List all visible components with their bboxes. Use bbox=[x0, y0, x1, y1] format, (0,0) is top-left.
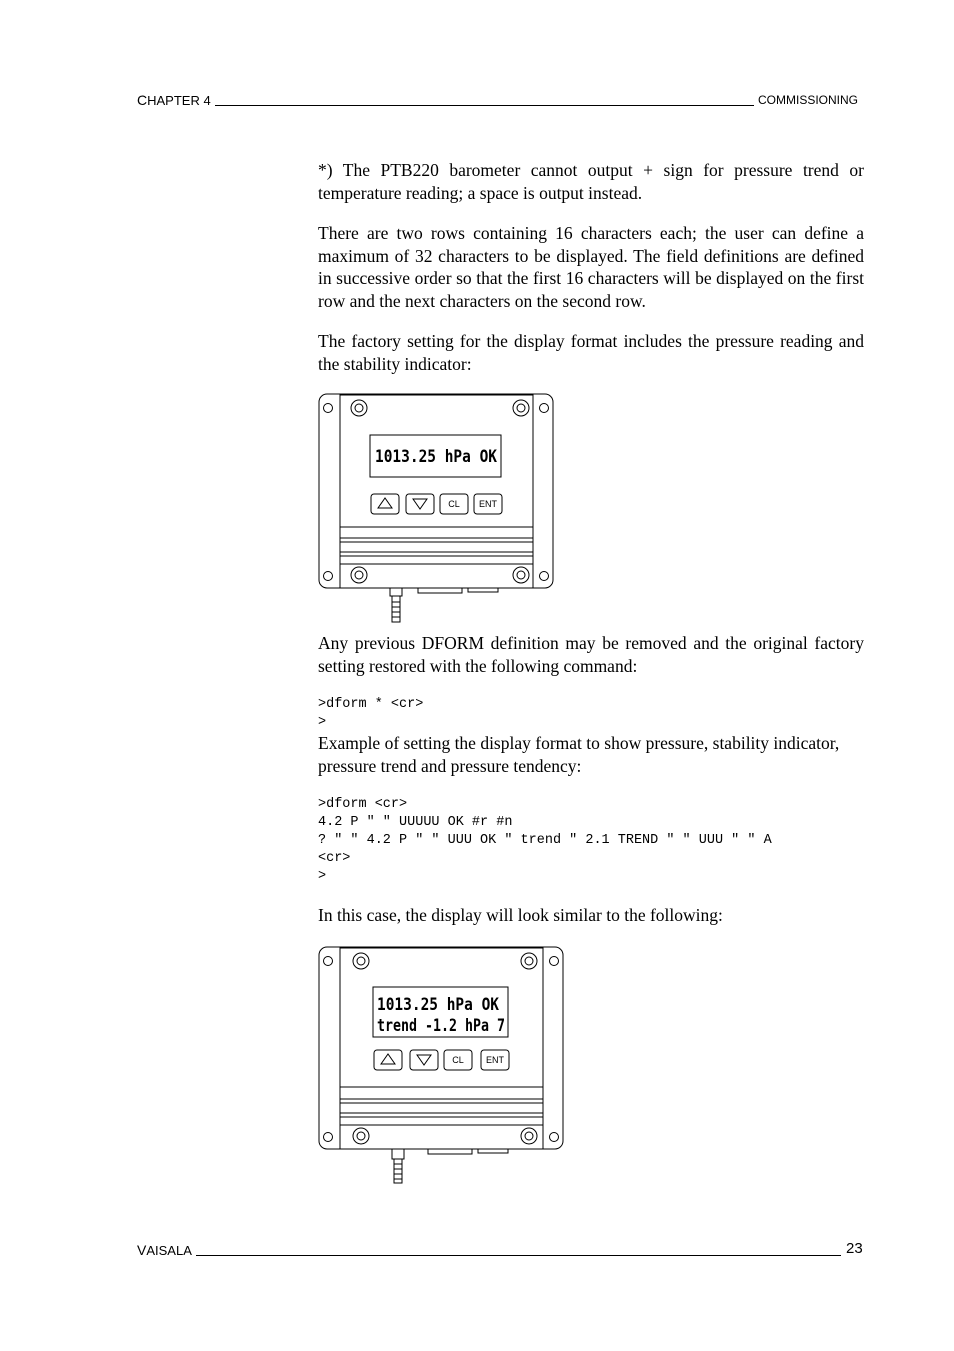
mount-hole bbox=[540, 404, 549, 413]
front-panel bbox=[340, 948, 543, 1149]
screw-icon bbox=[351, 400, 367, 416]
chapter-label: HAPTER 4 bbox=[147, 93, 211, 108]
page-number: 23 bbox=[846, 1240, 863, 1257]
connector bbox=[478, 1149, 508, 1153]
cl-button-label: CL bbox=[448, 499, 460, 509]
lcd-line-1: 1013.25 hPa OK bbox=[375, 447, 498, 467]
up-button bbox=[371, 494, 399, 514]
ent-button-label: ENT bbox=[486, 1055, 504, 1065]
enclosure-outline bbox=[319, 394, 553, 588]
down-button bbox=[410, 1050, 438, 1070]
connector bbox=[428, 1149, 472, 1154]
pressure-port bbox=[392, 1149, 404, 1159]
screw-icon bbox=[353, 953, 369, 969]
device-figure-factory bbox=[318, 392, 558, 624]
code-dform-example: >dform <cr> 4.2 P " " UUUUU OK #r #n ? " " 4.2 P " " UUU OK " trend " 2.1 TREND " " UUU " " A <cr> > bbox=[318, 797, 772, 884]
down-arrow-icon bbox=[417, 1055, 431, 1065]
footer-brand bbox=[137, 1242, 192, 1258]
brand-label: AISALA bbox=[146, 1243, 192, 1258]
chapter-initial: C bbox=[137, 92, 148, 108]
code-dform-reset: >dform * <cr> > bbox=[318, 697, 424, 730]
screw-icon bbox=[521, 1128, 537, 1144]
header-rule bbox=[215, 105, 754, 106]
section-title: COMMISSIONING bbox=[758, 93, 859, 107]
mount-hole bbox=[324, 572, 333, 581]
connector bbox=[468, 588, 498, 592]
screw-icon bbox=[351, 567, 367, 583]
mount-hole bbox=[550, 957, 559, 966]
cl-button-label: CL bbox=[452, 1055, 464, 1065]
mount-hole bbox=[324, 1133, 333, 1142]
paragraph-factory-setting: The factory setting for the display format includes the pressure reading and the stability indicator: bbox=[318, 331, 864, 374]
screw-icon bbox=[513, 400, 529, 416]
screw-icon bbox=[521, 953, 537, 969]
brand-initial: V bbox=[137, 1242, 147, 1258]
up-arrow-icon bbox=[378, 498, 392, 508]
paragraph-rows: There are two rows containing 16 characters each; the user can define a maximum of 32 characters to be displayed. The field definitions are defined in successive order so that the first 16 characters will be displayed on the first row and the next characters on the second row. bbox=[318, 223, 864, 311]
connector bbox=[418, 588, 462, 593]
down-button bbox=[406, 494, 434, 514]
mount-hole bbox=[324, 404, 333, 413]
footer-rule bbox=[196, 1255, 841, 1256]
pressure-port bbox=[390, 588, 402, 596]
device-figure-example bbox=[318, 945, 568, 1185]
pressure-fitting bbox=[392, 596, 400, 622]
lcd-line-2: trend -1.2 hPa 7 bbox=[377, 1016, 505, 1036]
paragraph-display-result: In this case, the display will look similar to the following: bbox=[318, 905, 723, 925]
screw-icon bbox=[353, 1128, 369, 1144]
ent-button-label: ENT bbox=[479, 499, 497, 509]
paragraph-dform-removal: Any previous DFORM definition may be removed and the original factory setting restored with the following command: bbox=[318, 633, 864, 676]
chapter-header bbox=[137, 92, 211, 108]
paragraph-example: Example of setting the display format to show pressure, stability indicator, pressure trend and pressure tendency: bbox=[318, 733, 840, 776]
enclosure-outline bbox=[319, 947, 563, 1149]
mount-hole bbox=[540, 572, 549, 581]
screw-icon bbox=[513, 567, 529, 583]
paragraph-sign-note: *) The PTB220 barometer cannot output + sign for pressure trend or temperature reading; a space is output instead. bbox=[318, 160, 864, 203]
up-arrow-icon bbox=[381, 1054, 395, 1064]
up-button bbox=[374, 1050, 402, 1070]
down-arrow-icon bbox=[413, 499, 427, 509]
mount-hole bbox=[550, 1133, 559, 1142]
front-panel bbox=[340, 395, 533, 588]
lcd-line-1: 1013.25 hPa OK bbox=[377, 995, 500, 1015]
mount-hole bbox=[324, 957, 333, 966]
